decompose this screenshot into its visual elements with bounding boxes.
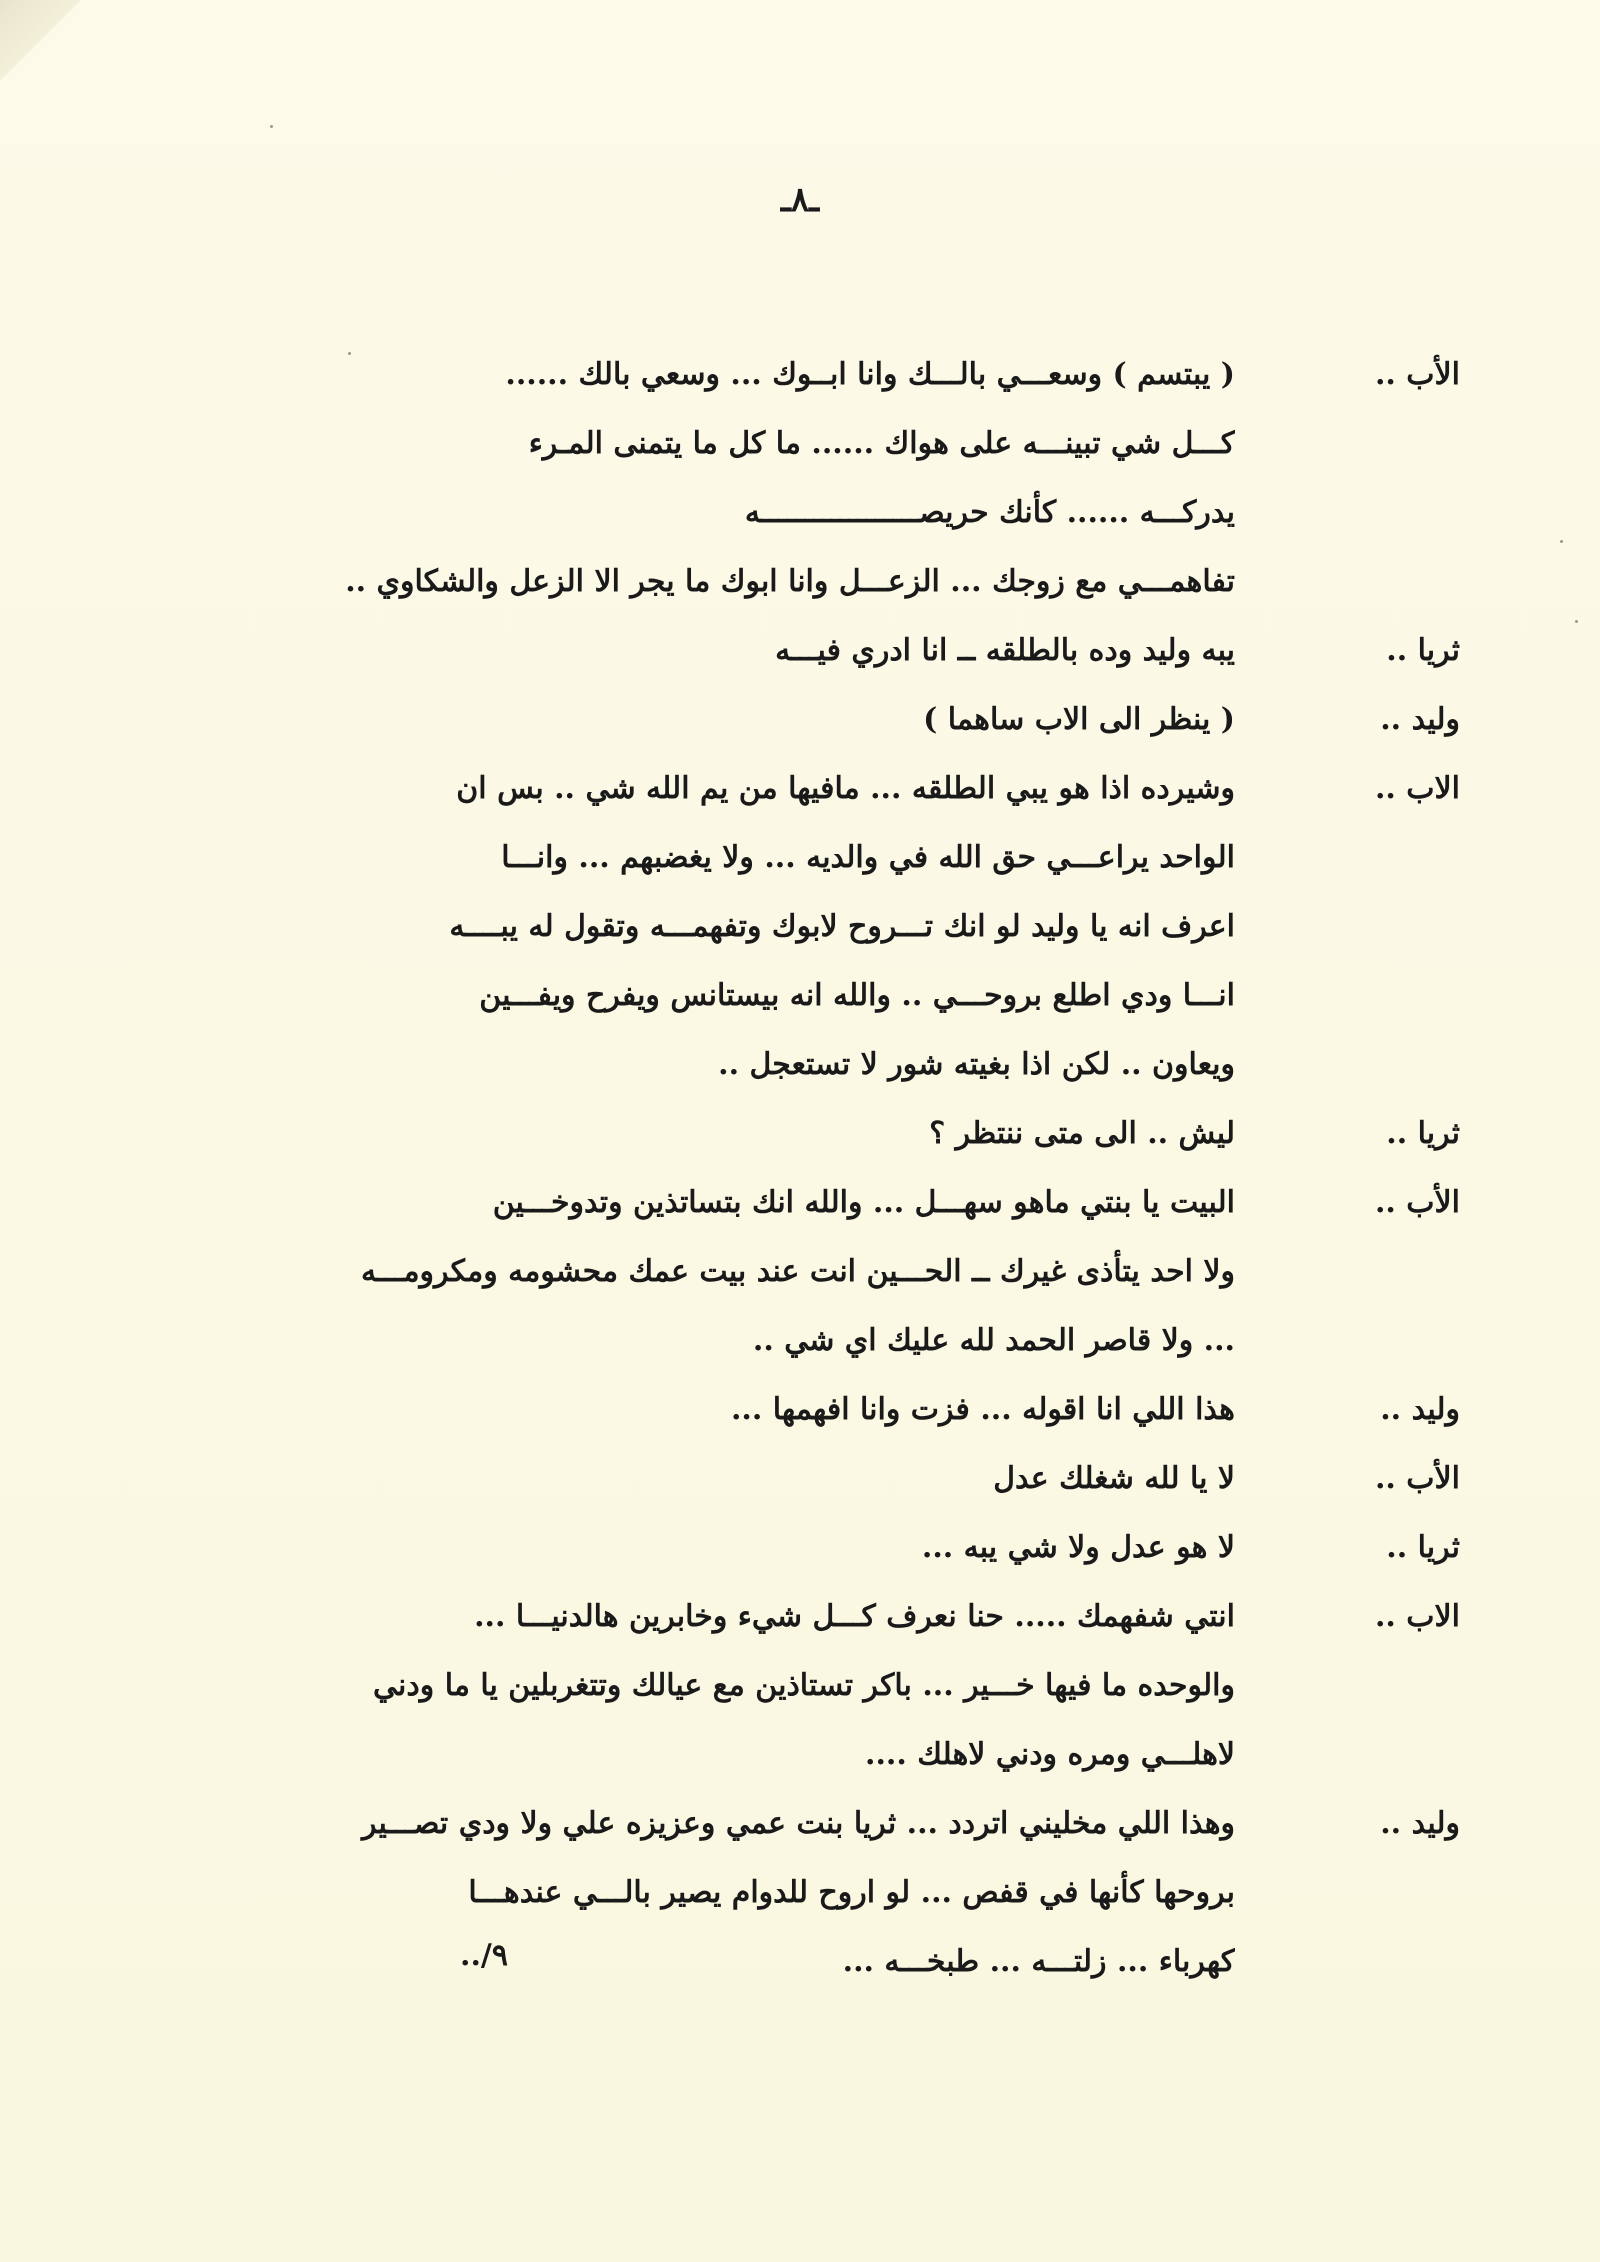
speaker-name: الاب ..: [1374, 771, 1460, 806]
script-line: [0, 892, 1600, 961]
dialogue-text: والوحده ما فيها خـــير ... باكر تستاذين مع عيالك وتتغربلين يا ما ودني: [373, 1668, 1235, 1703]
dialogue-text: بروحها كأنها في قفص ... لو اروح للدوام يصير بالـــي عندهـــا: [468, 1875, 1235, 1910]
script-line: [0, 1720, 1600, 1789]
dialogue-text: وشيرده اذا هو يبي الطلقه ... مافيها من يم الله شي .. بس ان: [456, 771, 1235, 806]
script-line: [0, 340, 1600, 409]
script-line: [0, 1030, 1600, 1099]
speaker-name: ثريا ..: [1386, 1530, 1460, 1565]
script-body: [0, 340, 1600, 1996]
script-line: [0, 1306, 1600, 1375]
script-line: [0, 409, 1600, 478]
script-line: [0, 1099, 1600, 1168]
dialogue-text: كهرباء ... زلتـــه ... طبخـــه ...: [842, 1944, 1235, 1979]
dialogue-text: هذا اللي انا اقوله ... فزت وانا افهمها ...: [730, 1392, 1235, 1427]
speaker-name: الأب ..: [1374, 1461, 1460, 1496]
dialogue-text: ليش .. الى متى ننتظر ؟: [929, 1116, 1235, 1151]
script-line: [0, 547, 1600, 616]
dialogue-text: ولا احد يتأذى غيرك ــ الحـــين انت عند بيت عمك محشومه ومكرومـــه: [361, 1254, 1235, 1289]
dialogue-text: ... ولا قاصر الحمد لله عليك اي شي ..: [752, 1323, 1235, 1358]
speaker-name: الاب ..: [1374, 1599, 1460, 1634]
script-line: [0, 478, 1600, 547]
dialogue-text: لا هو عدل ولا شي يبه ...: [921, 1530, 1235, 1565]
speaker-name: الأب ..: [1374, 1185, 1460, 1220]
script-line: [0, 1168, 1600, 1237]
dialogue-text: انتي شفهمك ..... حنا نعرف كـــل شيء وخابرين هالدنيـــا ...: [474, 1599, 1235, 1634]
speaker-name: وليد ..: [1380, 702, 1460, 737]
script-line: [0, 1237, 1600, 1306]
script-line: [0, 1513, 1600, 1582]
dialogue-text: ( يبتسم ) وسعـــي بالـــك وانا ابــوك ... وسعي بالك ......: [505, 357, 1235, 392]
speaker-name: الأب ..: [1374, 357, 1460, 392]
page-number: ـ٨ـ: [780, 180, 820, 220]
script-line: [0, 1789, 1600, 1858]
dialogue-text: يدركـــه ...... كأنك حريصــــــــــــــــــه: [744, 495, 1235, 530]
speaker-name: ثريا ..: [1386, 1116, 1460, 1151]
dialogue-text: ويعاون .. لكن اذا بغيته شور لا تستعجل ..: [718, 1047, 1235, 1082]
dialogue-text: يبه وليد وده بالطلقه ــ انا ادري فيـــه: [775, 633, 1235, 668]
speaker-name: وليد ..: [1380, 1806, 1460, 1841]
script-line: [0, 685, 1600, 754]
script-line: [0, 754, 1600, 823]
folded-corner: [0, 0, 80, 80]
dialogue-text: الواحد يراعـــي حق الله في والديه ... ولا يغضبهم ... وانـــا: [501, 840, 1235, 875]
dialogue-text: لا يا لله شغلك عدل: [993, 1461, 1235, 1496]
script-line: [0, 961, 1600, 1030]
paper-speck: [270, 125, 273, 128]
dialogue-text: اعرف انه يا وليد لو انك تـــروح لابوك وتفهمـــه وتقول له يبــــه: [449, 909, 1235, 944]
dialogue-text: وهذا اللي مخليني اتردد ... ثريا بنت عمي وعزيزه علي ولا ودي تصـــير: [361, 1806, 1235, 1841]
dialogue-text: ( ينظر الى الاب ساهما ): [923, 702, 1235, 737]
script-line: [0, 1375, 1600, 1444]
script-line: [0, 1927, 1600, 1996]
dialogue-text: كـــل شي تبينـــه على هواك ...... ما كل ما يتمنى المـرء: [528, 426, 1235, 461]
script-line: [0, 823, 1600, 892]
dialogue-text: البيت يا بنتي ماهو سهـــل ... والله انك بتساتذين وتدوخـــين: [492, 1185, 1235, 1220]
script-line: [0, 1651, 1600, 1720]
script-line: [0, 1858, 1600, 1927]
speaker-name: ثريا ..: [1386, 633, 1460, 668]
dialogue-text: انـــا ودي اطلع بروحـــي .. والله انه بيستانس ويفرح ويفـــين: [479, 978, 1235, 1013]
dialogue-text: تفاهمـــي مع زوجك ... الزعـــل وانا ابوك ما يجر الا الزعل والشكاوي ..: [345, 564, 1235, 599]
dialogue-text: لاهلـــي ومره ودني لاهلك ....: [865, 1737, 1235, 1772]
script-line: [0, 1582, 1600, 1651]
script-line: [0, 1444, 1600, 1513]
script-line: [0, 616, 1600, 685]
continuation-marker: ٩/..: [460, 1938, 508, 1973]
speaker-name: وليد ..: [1380, 1392, 1460, 1427]
